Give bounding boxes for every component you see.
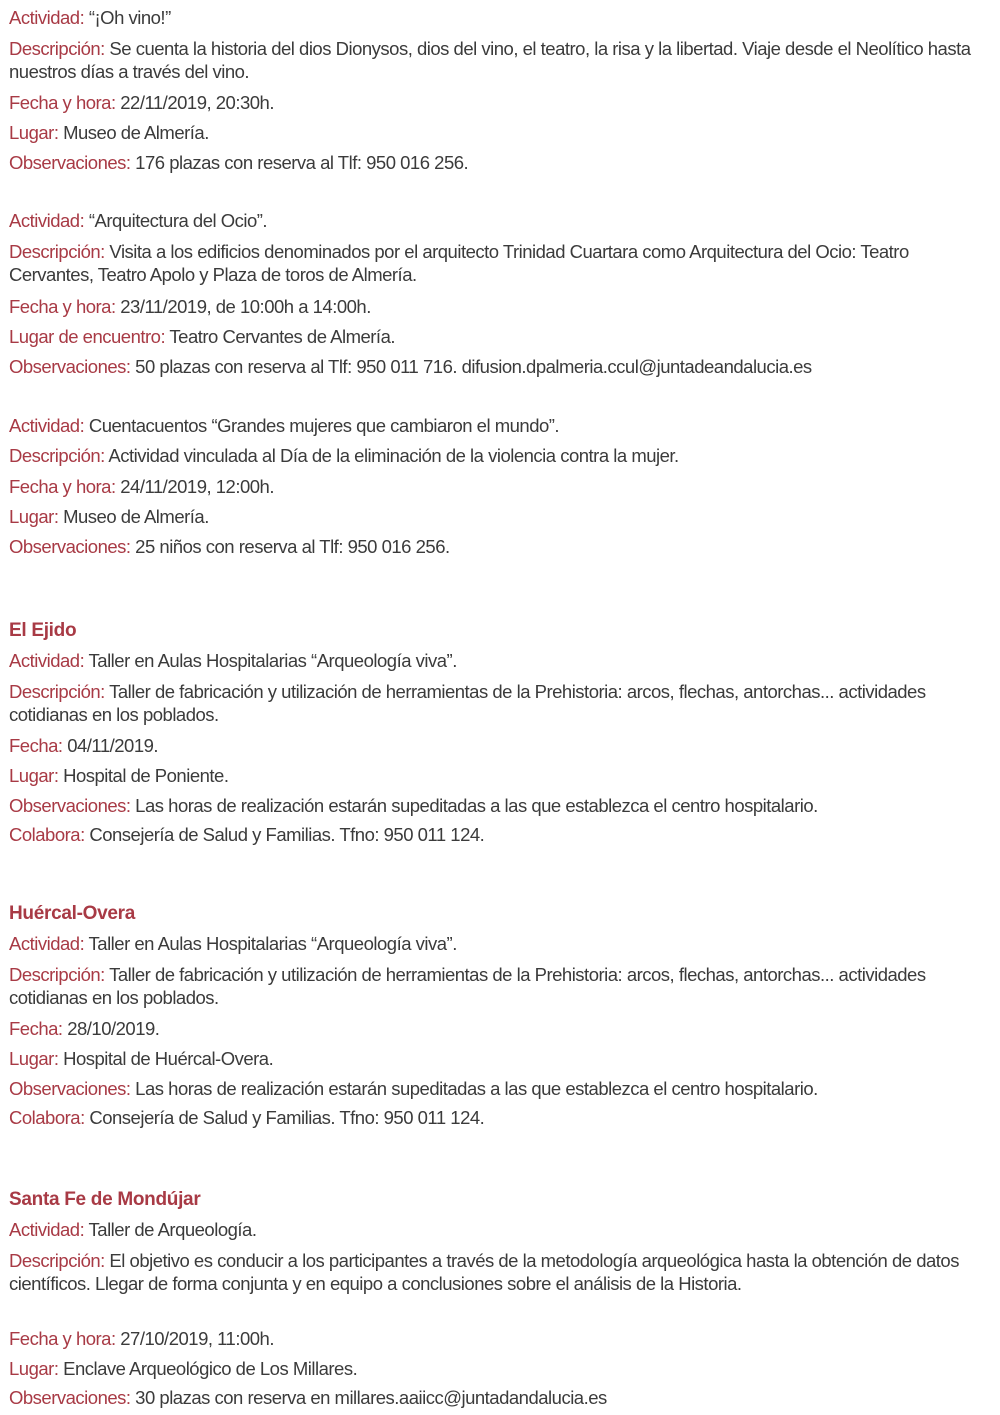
observaciones-value: 50 plazas con reserva al Tlf: 950 011 716. difusion.dpalmeria.ccul@juntadeandalucia.es <box>130 356 812 377</box>
observaciones-value: 25 niños con reserva al Tlf: 950 016 256. <box>130 536 450 557</box>
event1-lugar <box>9 121 984 144</box>
observaciones-label: Observaciones: <box>9 1078 131 1099</box>
descripcion-value: Se cuenta la historia del dios Dionysos, dios del vino, el teatro, la risa y la libertad. Viaje desde el Neolítico hasta nuestros días a través del vino. <box>9 38 971 82</box>
event1-descripcion <box>9 37 984 83</box>
el-ejido-fecha <box>9 734 984 757</box>
fecha-label: Fecha y hora: <box>9 476 116 497</box>
event2-actividad <box>9 209 984 232</box>
observaciones-value: Las horas de realización estarán supeditadas a las que establezca el centro hospitalario. <box>130 1078 818 1099</box>
event3-lugar <box>9 505 984 528</box>
section-heading-huercal-overa: Huércal-Overa <box>9 903 136 924</box>
lugar-value: Hospital de Poniente. <box>58 765 229 786</box>
huercal-overa-observaciones <box>9 1077 984 1100</box>
fecha-value: 22/11/2019, 20:30h. <box>115 92 274 113</box>
huercal-overa-lugar <box>9 1047 984 1070</box>
section-heading-el-ejido: El Ejido <box>9 620 77 641</box>
colabora-label: Colabora: <box>9 1107 85 1128</box>
colabora-label: Colabora: <box>9 824 85 845</box>
fecha-label: Fecha y hora: <box>9 1328 116 1349</box>
actividad-value: Taller en Aulas Hospitalarias “Arqueología viva”. <box>84 933 457 954</box>
observaciones-value: 176 plazas con reserva al Tlf: 950 016 256. <box>130 152 469 173</box>
el-ejido-observaciones <box>9 794 984 817</box>
event2-lugar <box>9 325 984 348</box>
fecha-value: 04/11/2019. <box>62 735 159 756</box>
lugar-label: Lugar: <box>9 1048 59 1069</box>
fecha-label: Fecha: <box>9 1018 63 1039</box>
actividad-value: Cuentacuentos “Grandes mujeres que cambiaron el mundo”. <box>84 415 560 436</box>
lugar-label: Lugar: <box>9 1358 59 1379</box>
event3-descripcion <box>9 444 984 467</box>
event1-actividad <box>9 6 984 29</box>
actividad-value: Taller de Arqueología. <box>84 1219 257 1240</box>
descripcion-value: El objetivo es conducir a los participantes a través de la metodología arqueológica hasta la obtención de datos científicos. Llegar de forma conjunta y en equipo a conclusiones sobre el análisis de la Historia. <box>9 1250 959 1294</box>
actividad-label: Actividad: <box>9 415 85 436</box>
descripcion-value: Taller de fabricación y utilización de herramientas de la Prehistoria: arcos, flechas, antorchas... actividades cotidianas en los poblados. <box>9 681 926 725</box>
lugar-value: Teatro Cervantes de Almería. <box>165 326 396 347</box>
fecha-label: Fecha y hora: <box>9 296 116 317</box>
actividad-label: Actividad: <box>9 210 85 231</box>
event2-descripcion <box>9 240 984 286</box>
actividad-value: “¡Oh vino!” <box>84 7 171 28</box>
lugar-label: Lugar: <box>9 506 59 527</box>
observaciones-label: Observaciones: <box>9 795 131 816</box>
event3-observaciones <box>9 535 984 558</box>
descripcion-label: Descripción: <box>9 681 105 702</box>
santa-fe-fecha <box>9 1327 984 1350</box>
lugar-label: Lugar de encuentro: <box>9 326 166 347</box>
actividad-label: Actividad: <box>9 7 85 28</box>
descripcion-label: Descripción: <box>9 445 105 466</box>
santa-fe-lugar <box>9 1357 984 1380</box>
lugar-value: Hospital de Huércal-Overa. <box>58 1048 274 1069</box>
observaciones-value: 30 plazas con reserva en millares.aaiicc@juntadandalucia.es <box>130 1387 607 1408</box>
descripcion-label: Descripción: <box>9 241 105 262</box>
descripcion-label: Descripción: <box>9 964 105 985</box>
actividad-label: Actividad: <box>9 933 85 954</box>
observaciones-label: Observaciones: <box>9 356 131 377</box>
fecha-label: Fecha: <box>9 735 63 756</box>
lugar-value: Museo de Almería. <box>58 506 209 527</box>
lugar-value: Enclave Arqueológico de Los Millares. <box>58 1358 358 1379</box>
huercal-overa-fecha <box>9 1017 984 1040</box>
event1-fecha <box>9 91 984 114</box>
fecha-value: 27/10/2019, 11:00h. <box>115 1328 274 1349</box>
el-ejido-lugar <box>9 764 984 787</box>
el-ejido-actividad <box>9 649 984 672</box>
actividad-value: Taller en Aulas Hospitalarias “Arqueología viva”. <box>84 650 457 671</box>
event3-fecha <box>9 475 984 498</box>
fecha-value: 23/11/2019, de 10:00h a 14:00h. <box>115 296 371 317</box>
huercal-overa-colabora <box>9 1106 984 1129</box>
colabora-value: Consejería de Salud y Familias. Tfno: 950 011 124. <box>84 824 485 845</box>
observaciones-label: Observaciones: <box>9 152 131 173</box>
event2-observaciones <box>9 355 984 378</box>
actividad-label: Actividad: <box>9 1219 85 1240</box>
descripcion-value: Actividad vinculada al Día de la eliminación de la violencia contra la mujer. <box>104 445 679 466</box>
observaciones-label: Observaciones: <box>9 536 131 557</box>
observaciones-value: Las horas de realización estarán supeditadas a las que establezca el centro hospitalario. <box>130 795 818 816</box>
descripcion-value: Taller de fabricación y utilización de herramientas de la Prehistoria: arcos, flechas, antorchas... actividades cotidianas en los poblados. <box>9 964 926 1008</box>
descripcion-label: Descripción: <box>9 1250 105 1271</box>
fecha-value: 24/11/2019, 12:00h. <box>115 476 274 497</box>
santa-fe-observaciones <box>9 1386 984 1409</box>
colabora-value: Consejería de Salud y Familias. Tfno: 950 011 124. <box>84 1107 485 1128</box>
section-heading-santa-fe: Santa Fe de Mondújar <box>9 1189 201 1210</box>
descripcion-label: Descripción: <box>9 38 105 59</box>
event1-observaciones <box>9 151 984 174</box>
event2-fecha <box>9 295 984 318</box>
lugar-label: Lugar: <box>9 122 59 143</box>
el-ejido-descripcion <box>9 680 984 726</box>
el-ejido-colabora <box>9 823 984 846</box>
observaciones-label: Observaciones: <box>9 1387 131 1408</box>
fecha-label: Fecha y hora: <box>9 92 116 113</box>
descripcion-value: Visita a los edificios denominados por el arquitecto Trinidad Cuartara como Arquitectura del Ocio: Teatro Cervantes, Teatro Apolo y Plaza de toros de Almería. <box>9 241 909 285</box>
huercal-overa-actividad <box>9 932 984 955</box>
actividad-label: Actividad: <box>9 650 85 671</box>
fecha-value: 28/10/2019. <box>62 1018 160 1039</box>
santa-fe-actividad <box>9 1218 984 1241</box>
santa-fe-descripcion <box>9 1249 984 1295</box>
huercal-overa-descripcion <box>9 963 984 1009</box>
actividad-value: “Arquitectura del Ocio”. <box>84 210 268 231</box>
event3-actividad <box>9 414 984 437</box>
lugar-label: Lugar: <box>9 765 59 786</box>
lugar-value: Museo de Almería. <box>58 122 209 143</box>
